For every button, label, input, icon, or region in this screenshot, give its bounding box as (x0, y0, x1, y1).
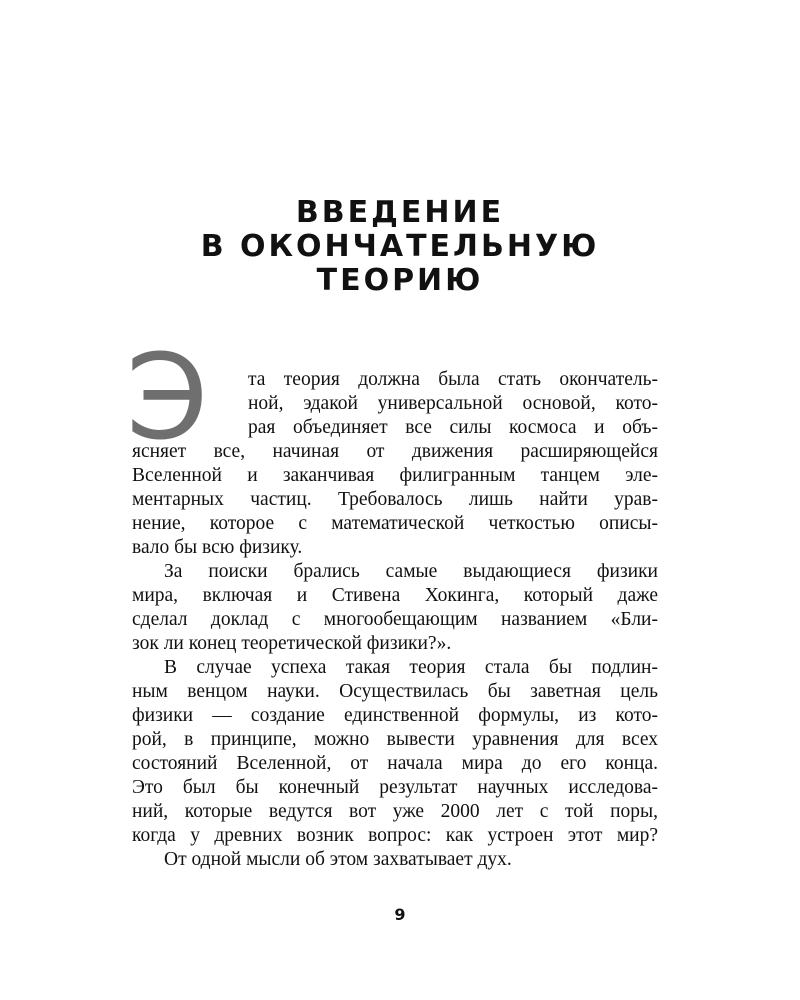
text-line: Вселенной и заканчивая филигранным танцем эле- (132, 465, 658, 486)
drop-cap: Э (126, 328, 209, 466)
text-line: За поиски брались самые выдающиеся физики (164, 561, 658, 582)
chapter-title-line: В ОКОНЧАТЕЛЬНУЮ (200, 229, 600, 264)
text-line: состояний Вселенной, от начала мира до его конца. (132, 753, 658, 774)
text-line: нение, которое с математической четкостью описы- (132, 513, 658, 534)
text-line: От одной мысли об этом захватывает дух. (164, 849, 512, 870)
text-line: рой, в принципе, можно вывести уравнения для всех (132, 729, 658, 750)
page-number: 9 (394, 905, 406, 924)
text-line: рая объединяет все силы космоса и объ- (248, 417, 658, 438)
chapter-title-line: ВВЕДЕНИЕ (295, 195, 505, 230)
text-line: В случае успеха такая теория стала бы подлин- (164, 657, 658, 678)
text-line: зок ли конец теоретической физики?». (132, 633, 452, 654)
text-line: ной, эдакой универсальной основой, кото- (248, 393, 658, 414)
text-line: физики — создание единственной формулы, из кото- (132, 705, 658, 726)
text-line: мира, включая и Стивена Хокинга, который даже (132, 585, 658, 606)
text-line: ментарных частиц. Требовалось лишь найти урав- (132, 489, 658, 510)
text-line: ясняет все, начиная от движения расширяющейся (132, 441, 658, 462)
text-line: ний, которые ведутся вот уже 2000 лет с той поры, (132, 801, 658, 822)
text-line: ным венцом науки. Осуществилась бы заветная цель (132, 681, 658, 702)
chapter-title (0, 196, 800, 298)
text-line: когда у древних возник вопрос: как устроен этот мир? (132, 825, 658, 846)
text-line: та теория должна была стать окончатель- (248, 369, 658, 390)
text-line: Это был бы конечный результат научных исследова- (132, 777, 658, 798)
text-line: сделал доклад с многообещающим названием «Бли- (132, 609, 658, 630)
chapter-title-line: ТЕОРИЮ (316, 263, 484, 298)
text-line: вало бы всю физику. (132, 537, 303, 558)
